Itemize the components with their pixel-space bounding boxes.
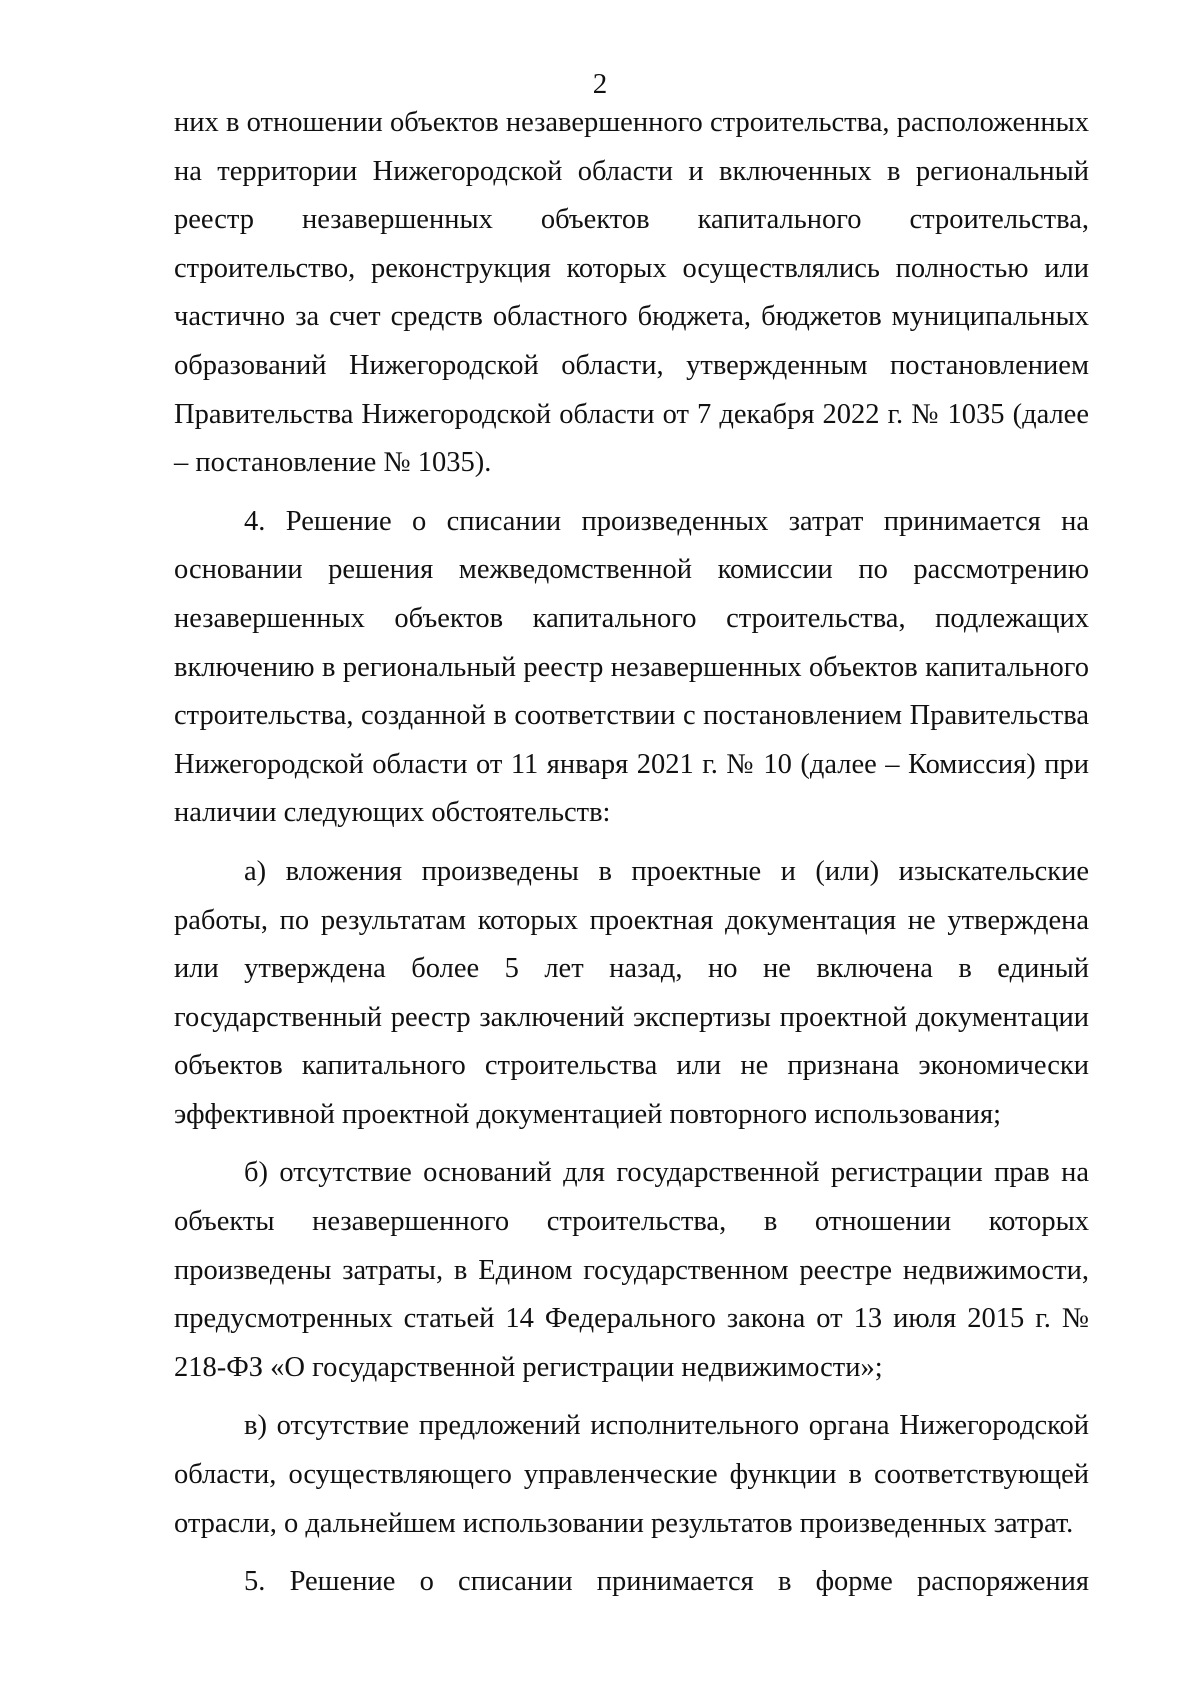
- document-body: [174, 99, 1089, 1617]
- paragraph-subitem-v: в) отсутствие предложений исполнительного органа Нижегородской области, осуществляющего управленческие функции в соответствующей отрасли, о дальнейшем использовании результатов произведенных затрат.: [174, 1410, 1089, 1539]
- paragraph-subitem-b: б) отсутствие оснований для государственной регистрации прав на объекты незавершенного строительства, в отношении которых произведены затраты, в Едином государственном реестре недвижимости, предусмотренных статьей 14 Федерального закона от 13 июля 2015 г. № 218-ФЗ «О государственной регистрации недвижимости»;: [174, 1157, 1089, 1383]
- paragraph-subitem-a: а) вложения произведены в проектные и (или) изыскательские работы, по результатам которых проектная документация не утверждена или утверждена более 5 лет назад, но не включена в единый государственный реестр заключений экспертизы проектной документации объектов капитального строительства или не признана экономически эффективной проектной документацией повторного использования;: [174, 855, 1089, 1130]
- paragraph-continuation: них в отношении объектов незавершенного строительства, расположенных на территории Нижегородской области и включенных в региональный реестр незавершенных объектов капитального строительства, строительство, реконструкция которых осуществлялись полностью или частично за счет средств областного бюджета, бюджетов муниципальных образований Нижегородской области, утвержденным постановлением Правительства Нижегородской области от 7 декабря 2022 г. № 1035 (далее – постановление № 1035).: [174, 107, 1089, 479]
- paragraph-item-4: 4. Решение о списании произведенных затрат принимается на основании решения межведомственной комиссии по рассмотрению незавершенных объектов капитального строительства, подлежащих включению в региональный реестр незавершенных объектов капитального строительства, созданной в соответствии с постановлением Правительства Нижегородской области от 11 января 2021 г. № 10 (далее – Комиссия) при наличии следующих обстоятельств:: [174, 505, 1089, 829]
- page-number: 2: [592, 68, 608, 100]
- paragraph-item-5: 5. Решение о списании принимается в форме распоряжения: [244, 1566, 1089, 1598]
